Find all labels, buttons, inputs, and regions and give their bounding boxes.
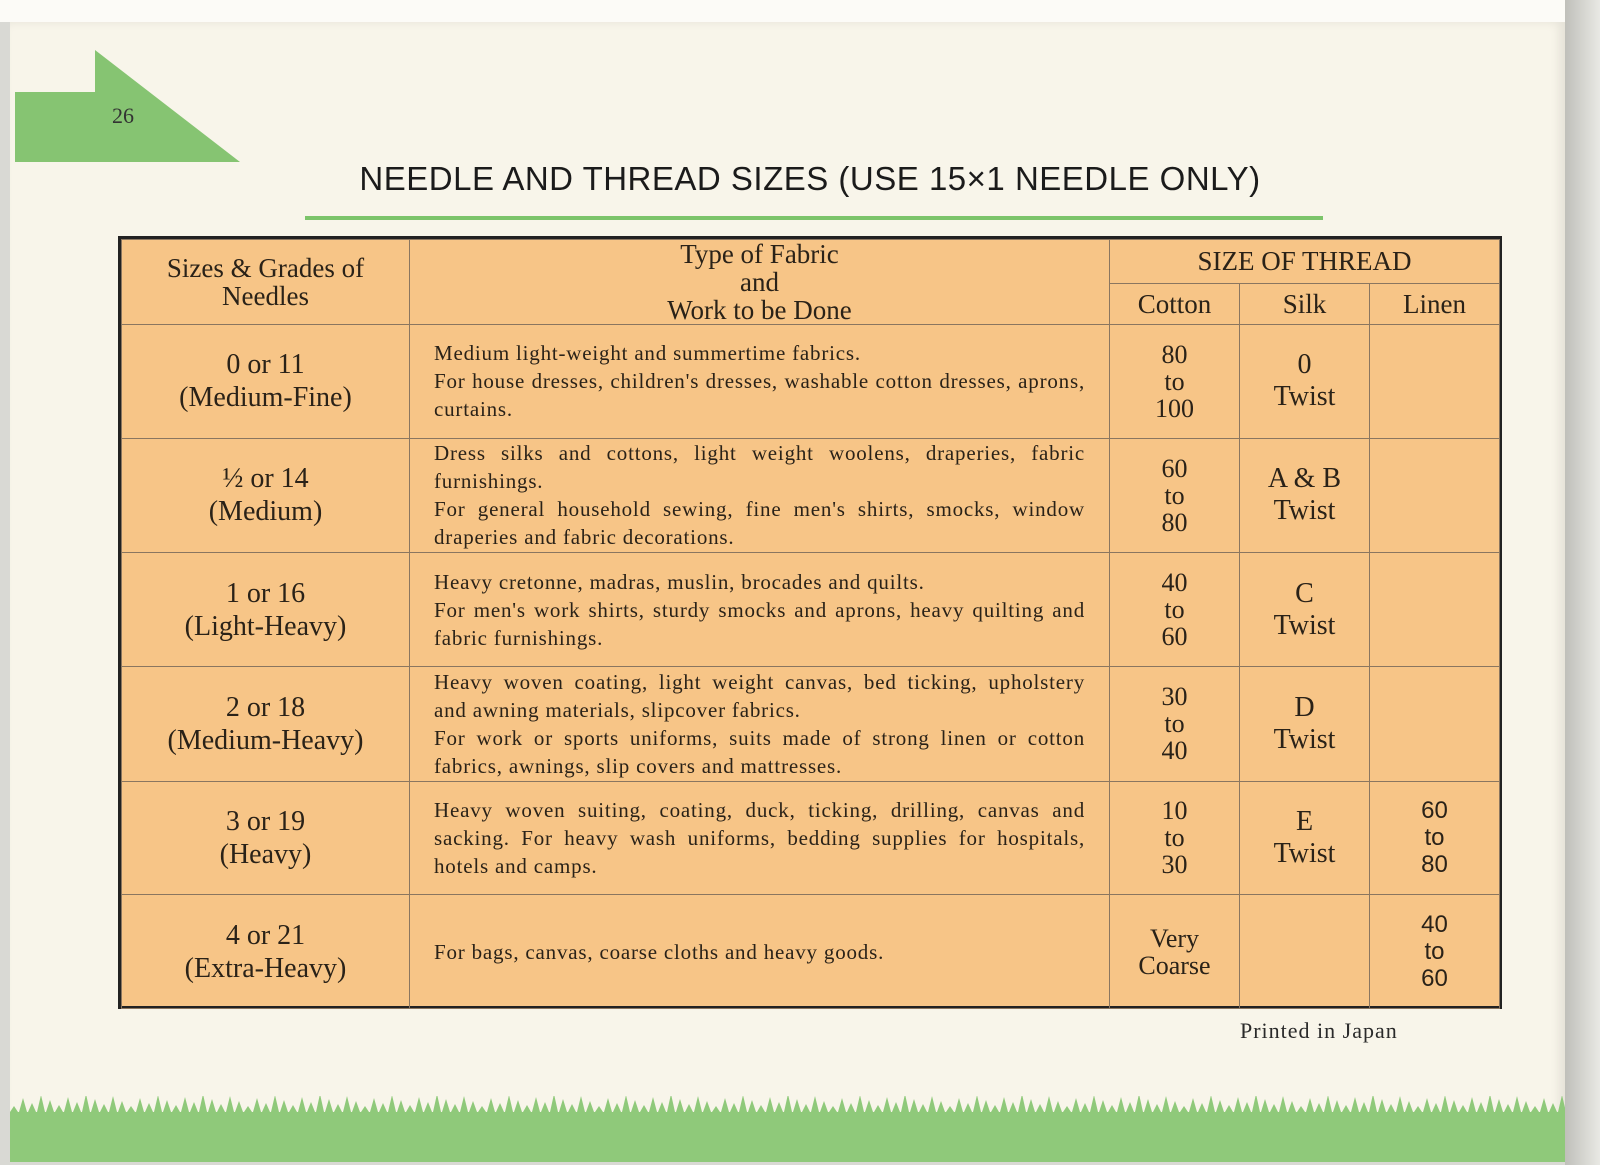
needle-size-cell-line: (Heavy): [219, 838, 312, 870]
linen-size-cell-line: 80: [1421, 851, 1448, 879]
header-thread-size: SIZE OF THREAD: [1110, 240, 1500, 284]
silk-size-cell: [1240, 895, 1370, 1009]
cotton-size-cell-line: 80: [1161, 507, 1188, 537]
title-underline: [305, 216, 1323, 220]
silk-size-cell-line: Twist: [1273, 609, 1336, 641]
fabric-description-line: Medium light-weight and summertime fabrics.: [434, 341, 861, 366]
silk-size-cell: [1240, 325, 1370, 439]
cotton-size-cell: [1110, 325, 1240, 439]
needle-size-cell: [122, 895, 410, 1009]
table-row: [122, 438, 1500, 553]
needle-size-cell: [122, 781, 410, 895]
needle-size-cell-line: 0 or 11: [226, 349, 305, 381]
linen-size-cell-line: to: [1424, 824, 1445, 852]
cotton-size-cell: [1110, 781, 1240, 895]
fabric-description-line: Heavy woven coating, light weight canvas, bed ticking, upholstery and awning materials, slipcover fabrics.: [434, 669, 1085, 722]
cotton-size-cell: [1110, 666, 1240, 781]
needle-size-cell: [122, 325, 410, 439]
needle-thread-table: [118, 236, 1502, 1009]
needle-size-cell: [122, 666, 410, 781]
green-grass-border: [10, 1096, 1565, 1162]
header-fabric-line: Work to be Done: [667, 295, 852, 325]
linen-size-cell: [1370, 553, 1500, 667]
fabric-description-line: For men's work shirts, sturdy smocks and aprons, heavy quilting and fabric furnishings.: [434, 597, 1085, 650]
fabric-description-line: For work or sports uniforms, suits made of strong linen or cotton fabrics, awnings, slip covers and mattresses.: [434, 725, 1085, 778]
cotton-size-cell-line: 30: [1161, 682, 1188, 712]
cotton-size-cell: [1110, 553, 1240, 667]
needle-size-cell-line: ½ or 14: [222, 463, 309, 495]
table-row: [122, 325, 1500, 439]
needle-size-cell-line: (Medium-Heavy): [167, 724, 364, 756]
header-row: [122, 240, 1500, 284]
silk-size-cell: [1240, 781, 1370, 895]
silk-size-cell-line: Twist: [1273, 837, 1336, 869]
needle-size-cell-line: 3 or 19: [225, 805, 306, 837]
cotton-size-cell-line: 30: [1161, 850, 1188, 880]
fabric-description-line: For bags, canvas, coarse cloths and heavy goods.: [434, 939, 885, 964]
cotton-size-cell-line: Very: [1149, 923, 1200, 953]
page-title: NEEDLE AND THREAD SIZES (USE 15×1 NEEDLE ONLY): [359, 160, 1261, 197]
cotton-size-cell: [1110, 438, 1240, 553]
header-silk: Silk: [1240, 283, 1370, 324]
table-row: [122, 553, 1500, 667]
cotton-size-cell-line: 80: [1161, 339, 1188, 369]
linen-size-cell: [1370, 325, 1500, 439]
cotton-size-cell-line: 40: [1161, 568, 1188, 598]
header-needles: [122, 240, 410, 325]
silk-size-cell-line: Twist: [1273, 495, 1336, 527]
needle-size-cell-line: (Medium-Fine): [179, 382, 352, 414]
cotton-size-cell-line: to: [1164, 823, 1185, 853]
header-fabric-line: and: [740, 267, 779, 297]
needle-size-cell: [122, 553, 410, 667]
cotton-size-cell-line: to: [1164, 480, 1185, 510]
linen-size-cell: [1370, 438, 1500, 553]
table-row: [122, 895, 1500, 1009]
header-linen: Linen: [1370, 283, 1500, 324]
fabric-description-cell: [410, 781, 1110, 895]
cotton-size-cell-line: 60: [1161, 453, 1188, 483]
header-cotton: Cotton: [1110, 283, 1240, 324]
silk-size-cell: [1240, 438, 1370, 553]
linen-size-cell-line: to: [1424, 938, 1445, 966]
silk-size-cell-line: E: [1295, 805, 1314, 837]
fabric-description-line: Heavy cretonne, madras, muslin, brocades and quilts.: [434, 569, 925, 594]
header-fabric-line: Type of Fabric: [680, 239, 839, 269]
fabric-description-cell: [410, 325, 1110, 439]
cotton-size-cell-line: 100: [1155, 393, 1194, 423]
grass-blades: [10, 1096, 1565, 1112]
cotton-size-cell-line: 60: [1161, 622, 1188, 652]
fabric-description-line: Heavy woven suiting, coating, duck, ticking, drilling, canvas and sacking. For heavy wash uniforms, bedding supplies for hospitals, hotels and camps.: [434, 797, 1085, 878]
fabric-description-line: For house dresses, children's dresses, washable cotton dresses, aprons, curtains.: [434, 369, 1085, 422]
printed-in-japan-note: Printed in Japan: [1240, 1018, 1398, 1043]
silk-size-cell-line: C: [1295, 577, 1314, 609]
silk-size-cell-line: Twist: [1273, 381, 1336, 413]
page-number: 26: [112, 103, 134, 128]
needle-size-cell-line: 4 or 21: [225, 919, 306, 951]
fabric-description-line: Dress silks and cottons, light weight woolens, draperies, fabric furnishings.: [434, 441, 1085, 494]
cotton-size-cell-line: to: [1164, 595, 1185, 625]
needle-size-cell-line: (Light-Heavy): [184, 610, 347, 642]
fabric-description-line: For general household sewing, fine men's shirts, smocks, window draperies and fabric decorations.: [434, 497, 1085, 550]
silk-size-cell-line: 0: [1297, 349, 1312, 381]
linen-size-cell: [1370, 781, 1500, 895]
linen-size-cell-line: 40: [1421, 911, 1448, 939]
silk-size-cell-line: Twist: [1273, 723, 1336, 755]
cotton-size-cell-line: to: [1164, 366, 1185, 396]
top-margin: [0, 0, 1600, 22]
needle-size-cell: [122, 438, 410, 553]
needle-size-cell-line: (Medium): [208, 496, 323, 528]
cotton-size-cell-line: 40: [1161, 736, 1188, 766]
header-needles-line: Sizes & Grades of: [166, 253, 365, 283]
cotton-size-cell: [1110, 895, 1240, 1009]
needle-size-cell-line: 2 or 18: [225, 691, 306, 723]
fabric-description-cell: [410, 553, 1110, 667]
table-row: [122, 666, 1500, 781]
fabric-description-cell: [410, 438, 1110, 553]
cotton-size-cell-line: Coarse: [1138, 950, 1211, 980]
table-row: [122, 781, 1500, 895]
cotton-size-cell-line: 10: [1161, 796, 1188, 826]
needle-size-cell-line: (Extra-Heavy): [184, 952, 347, 984]
silk-size-cell: [1240, 553, 1370, 667]
table-body: [122, 325, 1500, 1009]
linen-size-cell: [1370, 666, 1500, 781]
page-binding-edge: [1565, 0, 1600, 1165]
linen-size-cell-line: 60: [1421, 797, 1448, 825]
cotton-size-cell-line: to: [1164, 709, 1185, 739]
needle-size-cell-line: 1 or 16: [225, 577, 306, 609]
linen-size-cell: [1370, 895, 1500, 1009]
fabric-description-cell: [410, 666, 1110, 781]
header-needles-line: Needles: [222, 281, 309, 311]
silk-size-cell: [1240, 666, 1370, 781]
silk-size-cell-line: A & B: [1267, 463, 1342, 495]
linen-size-cell-line: 60: [1421, 965, 1448, 993]
fabric-description-cell: [410, 895, 1110, 1009]
header-fabric: [410, 240, 1110, 325]
silk-size-cell-line: D: [1294, 691, 1315, 723]
